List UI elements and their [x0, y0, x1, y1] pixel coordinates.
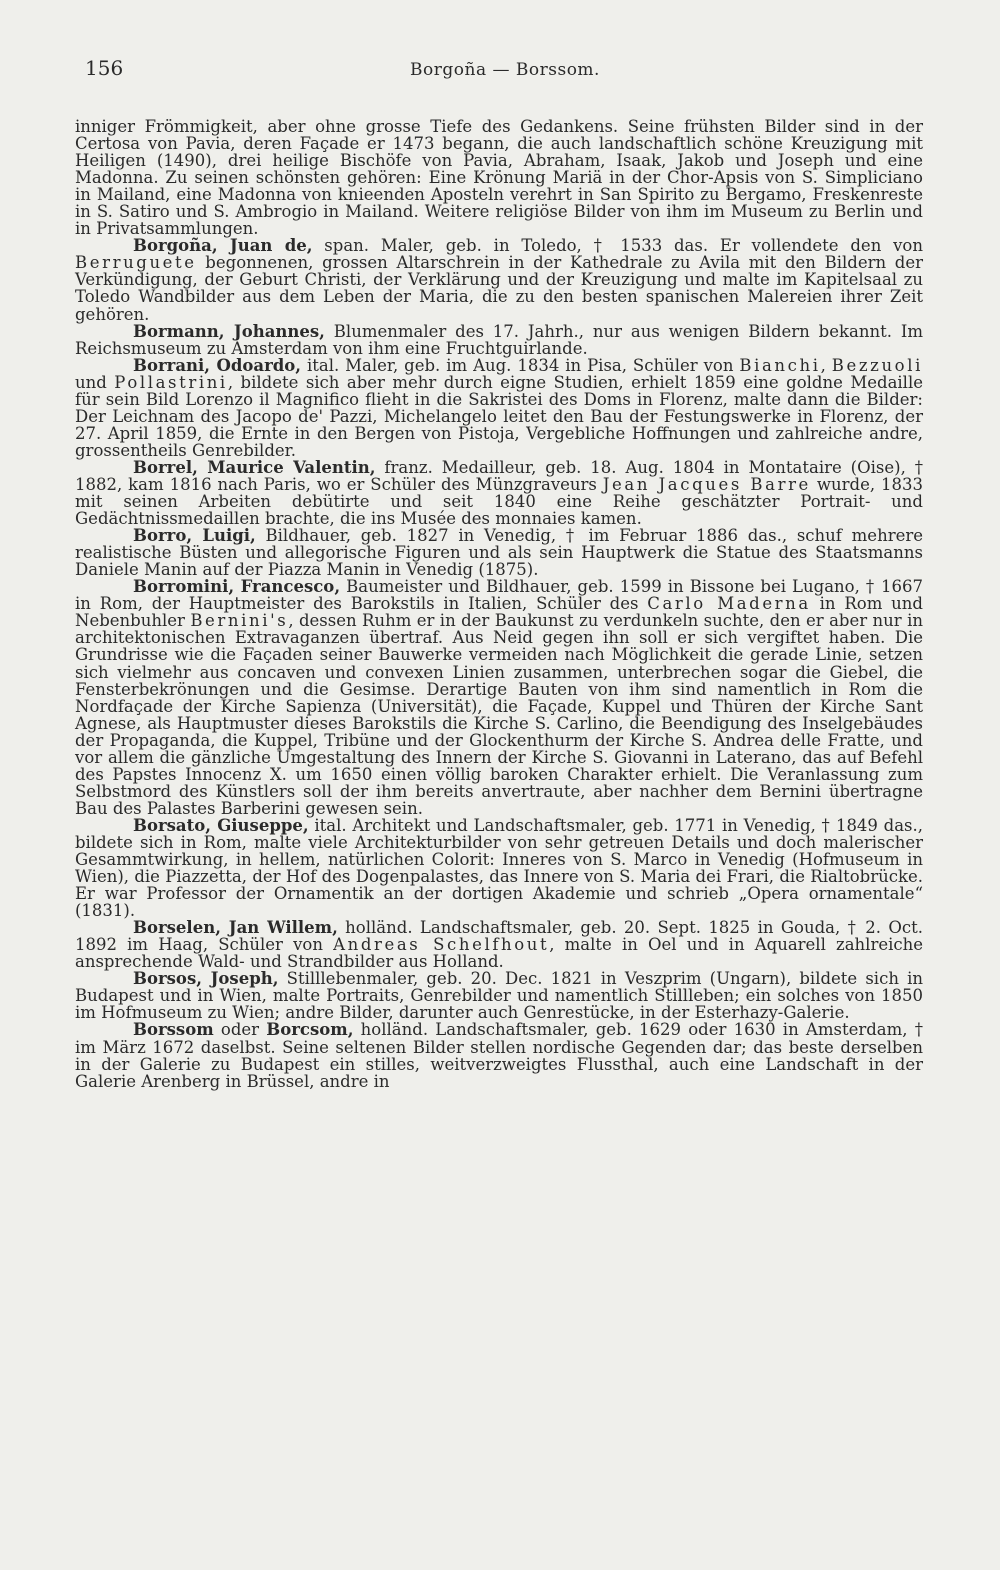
spaced-name: Bezzuoli — [831, 355, 923, 375]
spaced-name: Berruguete — [75, 253, 197, 273]
entry-heading: Borselen, Jan Willem, — [133, 918, 338, 938]
entry-heading: Bormann, Johannes, — [133, 321, 325, 341]
spaced-name: Bianchi — [739, 355, 821, 375]
running-head: Borgoña — Borssom. — [410, 60, 600, 80]
entry-heading: Borromini, Francesco, — [133, 577, 341, 597]
entry-borssom: Borssom oder Borcsom, holländ. Landschaftsmaler, geb. 1629 oder 1630 in Amsterdam, † im März 1672 daselbst. Seine seltenen Bilder stellen nordische Gegenden dar; das beste derselben in der Galerie zu Budapest ein stilles, weitverzweigtes Flussthal, auch eine Landschaft in der Galerie Arenberg in Brüssel, andre in — [75, 1020, 923, 1091]
page-header — [85, 56, 925, 88]
page-number: 156 — [85, 56, 124, 80]
spaced-name: Carlo Maderna — [647, 594, 811, 614]
spaced-name: Pollastrini — [114, 372, 228, 392]
entry-heading: Borcsom, — [266, 1020, 354, 1040]
page-body — [75, 118, 923, 1090]
entry-borrel: Borrel, Maurice Valentin, franz. Medailleur, geb. 18. Aug. 1804 in Montataire (Oise), † 1882, kam 1816 nach Paris, wo er Schüler des Münzgraveurs Jean Jacques Barre wurde, 1833 mit seinen Arbeiten debütirte und seit 1840 eine Reihe geschätzter Portrait- und Gedächtnissmedaillen brachte, die ins Musée des monnaies kamen. — [75, 457, 923, 529]
spaced-name: Bernini's — [190, 611, 289, 631]
spaced-name: Jean Jacques Barre — [602, 474, 811, 494]
entry-borro: Borro, Luigi, Bildhauer, geb. 1827 in Venedig, † im Februar 1886 das., schuf mehrere realistische Büsten und allegorische Figuren und als sein Hauptwerk die Statue des Staatsmanns Daniele Manin auf der Piazza Manin in Venedig (1875). — [75, 526, 923, 580]
entry-borromini: Borromini, Francesco, Baumeister und Bildhauer, geb. 1599 in Bissone bei Lugano, † 1667 in Rom, der Hauptmeister des Barokstils in Italien, Schüler des Carlo Maderna in Rom und Nebenbuhler Bernini's, dessen Ruhm er in der Baukunst zu verdunkeln suchte, den er aber nur in architektonischen Extravaganzen übertraf. Aus Neid gegen ihn soll er sich vergiftet haben. Die Grundrisse wie die Façaden seiner Bauwerke vermeiden nach Möglichkeit die gerade Linie, setzen sich vielmehr aus concaven und convexen Linien zusammen, unterbrechen sogar die Giebel, die Fensterbekrönungen und die Gesimse. Derartige Bauten von ihm sind namentlich in Rom die Nordfaçade der Kirche Sapienza (Universität), die Façade, Kuppel und Thüren der Kirche Sant Agnese, als Hauptmuster dieses Barokstils die Kirche S. Carlino, die Beendigung des Inselgebäudes der Propaganda, die Kuppel, Tribüne und der Glockenthurm der Kirche S. Andrea delle Fratte, und vor allem die gänzliche Umgestaltung des Innern der Kirche S. Giovanni in Laterano, das auf Befehl des Papstes Innocenz X. um 1650 einen völlig baroken Charakter erhielt. Die Veranlassung zum Selbstmord des Künstlers soll der ihm bereits anvertraute, aber nachher dem Bernini übertragne Bau des Palastes Barberini gewesen sein. — [75, 577, 923, 818]
entry-heading: Borsos, Joseph, — [133, 969, 279, 989]
entry-heading: Borssom — [133, 1020, 214, 1040]
intro-paragraph: inniger Frömmigkeit, aber ohne grosse Tiefe des Gedankens. Seine frühsten Bilder sind in der Certosa von Pavia, deren Façade er 1473 begann, die auch landschaftlich schöne Kreuzigung mit Heiligen (1490), drei heilige Bischöfe von Pavia, Abraham, Isaak, Jakob und Joseph und eine Madonna. Zu seinen schönsten gehören: Eine Krönung Mariä in der Chor-Apsis von S. Simpliciano in Mailand, eine Madonna von knieenden Aposteln verehrt in San Spirito zu Bergamo, Freskenreste in S. Satiro und S. Ambrogio in Mailand. Weitere religiöse Bilder von ihm im Museum zu Berlin und in Privatsammlungen. — [75, 117, 923, 239]
entry-borselen: Borselen, Jan Willem, holländ. Landschaftsmaler, geb. 20. Sept. 1825 in Gouda, † 2. Oct. 1892 im Haag, Schüler von Andreas Schelfhout, malte in Oel und in Aquarell zahlreiche ansprechende Wald- und Strandbilder aus Holland. — [75, 918, 924, 972]
entry-borgona: Borgoña, Juan de, span. Maler, geb. in Toledo, † 1533 das. Er vollendete den von Berruguete begonnenen, grossen Altarschrein in der Kathedrale zu Avila mit den Bildern der Verkündigung, der Geburt Christi, der Verklärung und der Kreuzigung und malte im Kapitelsaal zu Toledo Wandbilder aus dem Leben der Maria, die zu den besten spanischen Malereien ihrer Zeit gehören. — [75, 236, 923, 324]
entry-borsato: Borsato, Giuseppe, ital. Architekt und Landschaftsmaler, geb. 1771 in Venedig, † 1849 das., bildete sich in Rom, malte viele Architekturbilder von sehr getreuen Details und doch malerischer Gesammtwirkung, in hellem, natürlichen Colorit: Inneres von S. Marco in Venedig (Hofmuseum in Wien), die Piazzetta, der Hof des Dogenpalastes, das Innere von S. Maria dei Frari, die Rialtobrücke. Er war Professor der Ornamentik an der dortigen Akademie und schrieb „Opera ornamentale“ (1831). — [75, 815, 923, 921]
entry-heading: Borrani, Odoardo, — [133, 355, 302, 375]
entry-borrani: Borrani, Odoardo, ital. Maler, geb. im Aug. 1834 in Pisa, Schüler von Bianchi, Bezzuoli und Pollastrini, bildete sich aber mehr durch eigne Studien, erhielt 1859 eine goldne Medaille für sein Bild Lorenzo il Magnifico flieht in die Sakristei des Doms in Florenz, malte dann die Bilder: Der Leichnam des Jacopo de' Pazzi, Michelangelo leitet den Bau der Festungswerke in Florenz, der 27. April 1859, die Ernte in den Bergen von Pistoja, Vergebliche Hoffnungen und zahlreiche andre, grossentheils Genrebilder. — [75, 355, 924, 460]
entry-heading: Borsato, Giuseppe, — [133, 815, 309, 835]
entry-heading: Borro, Luigi, — [133, 526, 256, 546]
entry-heading: Borrel, Maurice Valentin, — [133, 457, 376, 477]
entry-bormann: Bormann, Johannes, Blumenmaler des 17. Jahrh., nur aus wenigen Bildern bekannt. Im Reichsmuseum zu Amsterdam von ihm eine Fruchtguirlande. — [75, 321, 923, 358]
spaced-name: Andreas Schelfhout — [333, 935, 550, 955]
entry-heading: Borgoña, Juan de, — [133, 236, 313, 256]
entry-borsos: Borsos, Joseph, Stilllebenmaler, geb. 20. Dec. 1821 in Veszprim (Ungarn), bildete sich in Budapest und in Wien, malte Portraits, Genrebilder und namentlich Stillleben; ein solches von 1850 im Hofmuseum zu Wien; andre Bilder, darunter auch Genrestücke, in der Esterhazy-Galerie. — [75, 969, 923, 1023]
